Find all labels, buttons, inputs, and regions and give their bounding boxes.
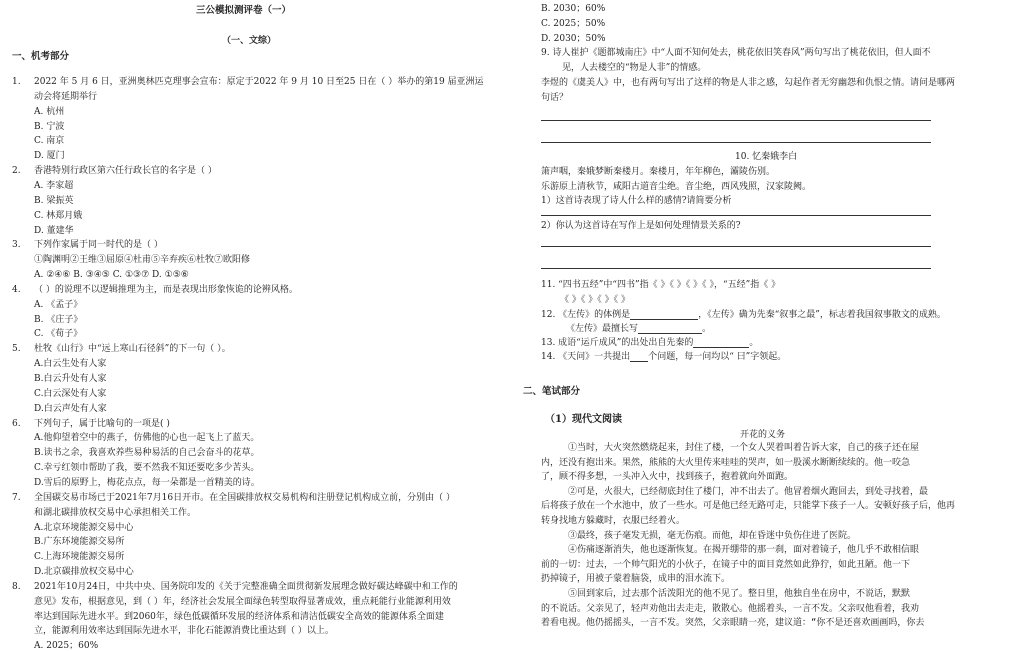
question-line: C. 南京 <box>34 136 65 147</box>
question-line: ①陶渊明②王维③屈原④杜甫⑤辛弃疾⑥杜牧⑦欧阳修 <box>34 255 251 266</box>
question-line: A. ②④⑥ B. ③④⑤ C. ①③⑦ D. ①⑤⑥ <box>34 270 189 281</box>
question-line: A. 《孟子》 <box>34 299 83 310</box>
question-line: C.幸亏红领巾帮助了我，要不然我不知还要吃多少苦头。 <box>34 463 260 474</box>
q11-text-cont: 《 》《 》《 》《 》 <box>560 295 630 305</box>
essay-line: ④伤痛逐渐消失，他也逐渐恢复。在揭开绷带的那一刹，面对着镜子，他几乎不敢相信眼 <box>568 545 920 556</box>
question-text: 2021年10月24日，中共中央、国务院印发的《关于完整准确全面贯彻新发展理念做好碳达峰碳中和工作的 <box>34 581 458 592</box>
section-title: （一、文综） <box>222 36 277 46</box>
part2-heading: 二、笔试部分 <box>523 386 581 397</box>
question-line: C.上海环境能源交易所 <box>34 552 125 563</box>
poem-title: 10. 忆秦娥李白 <box>735 152 798 162</box>
question-line: 意见》发布，根据意见，到（ ）年，经济社会发展全面绿色转型取得显著成效，重点耗能行业能源利用效 <box>34 596 451 607</box>
fill-blank[interactable] <box>630 310 698 320</box>
question-number: 6. <box>12 418 21 429</box>
essay-title: 开花的义务 <box>740 430 786 440</box>
fill-blank[interactable] <box>630 352 648 362</box>
question-line: B. 宁波 <box>34 121 65 132</box>
question-line: A.他仰望着空中的燕子，仿佛他的心也一起飞上了蓝天。 <box>34 433 260 444</box>
question-text: 下列句子，属于比喻句的一项是( ) <box>34 418 170 429</box>
question-line: D. 董建华 <box>34 225 74 236</box>
essay-line: ⑤回到家后，过去那个活泼阳光的他不见了。整日里，他独自坐在房中，不说话，默默 <box>568 589 911 599</box>
question-line: 立，能源利用效率达到国际先进水平，非化石能源消费比重达到（ ）以上。 <box>34 626 334 637</box>
q12b-suffix: 。 <box>702 324 712 334</box>
document-title: 三公模拟测评卷（一） <box>196 5 292 16</box>
q9-text-line3: 李煜的《虞美人》中，也有两句写出了这样的物是人非之感，勾起作者无穷幽怨和仇恨之情。请问是哪两 <box>541 78 956 88</box>
essay-line: ③最终，孩子毫发无损，毫无伤痕。而他，却在昏迷中负伤住进了医院。 <box>568 530 857 541</box>
question-number: 7. <box>12 492 21 503</box>
q13-prefix: 13. 成语“运斤成风”的出处出自先秦的 <box>541 338 694 348</box>
question-line: A.北京环境能源交易中心 <box>34 522 134 533</box>
q12-line1 <box>541 310 946 320</box>
q13-line <box>541 338 758 348</box>
question-line: D.白云声处有人家 <box>34 403 107 414</box>
q10-sub1: 1）这首诗表现了诗人什么样的感情?请简要分析 <box>541 196 732 206</box>
essay-line: 着看电视。他仍摇摇头，一言不发。突然，父亲眼睛一亮，建议道：“你不是还喜欢画画吗，你去 <box>541 618 925 629</box>
question-line: 率达到国际先进水平。到2060年，绿色低碳循环发展的经济体系和清洁低碳安全高效的能源体系全面建 <box>34 611 444 622</box>
question-line: D.北京碳排放权交易中心 <box>34 567 134 578</box>
q11-text: 11. “四书五经”中“四书”指《 》《 》《 》《 》，“五经”指《 》 <box>541 280 781 290</box>
question-line: C. 林郑月娥 <box>34 210 83 221</box>
q8-option-c: C. 2025；50% <box>541 19 606 29</box>
answer-line[interactable] <box>541 246 931 247</box>
question-number: 2. <box>12 166 21 177</box>
part1-heading: 一、机考部分 <box>12 51 70 62</box>
q14-prefix: 14. 《天问》一共提出 <box>541 352 631 362</box>
essay-line: 内，还没有抱出来。果然，熊熊的大火里传来哇哇的哭声，如一股溪水断断续续的。他一咬急 <box>541 457 911 468</box>
question-line: D.雪后的原野上，梅花点点，每一朵都是一首精美的诗。 <box>34 477 260 488</box>
q8-option-d: D. 2030；50% <box>541 34 606 44</box>
answer-line[interactable] <box>541 120 931 121</box>
question-line: B. 梁振英 <box>34 195 74 206</box>
question-text: 香港特别行政区第六任行政长官的名字是（ ） <box>34 166 217 177</box>
question-line: A. 杭州 <box>34 106 65 117</box>
answer-line[interactable] <box>541 215 931 216</box>
essay-line: 扔掉镜子，用被子蒙着脑袋，成串的泪水流下。 <box>541 574 731 585</box>
question-line: A. 2025；60% <box>34 641 99 651</box>
question-line: 和湖北碳排放权交易中心承担相关工作。 <box>34 507 197 518</box>
question-number: 3. <box>12 240 21 251</box>
q9-text-line4: 句话？ <box>541 93 569 103</box>
question-line: A.白云生处有人家 <box>34 359 107 370</box>
question-text: 下列作家属于同一时代的是（ ） <box>34 240 163 251</box>
q12b-prefix: 《左传》最擅长写 <box>566 324 639 334</box>
poem-line2: 乐游原上清秋节，咸阳古道音尘绝。音尘绝，西风残照，汉家陵阙。 <box>541 182 812 192</box>
answer-line[interactable] <box>541 268 931 269</box>
question-line: B.广东环境能源交易所 <box>34 537 125 548</box>
question-number: 1. <box>12 77 21 87</box>
question-line: C.白云深处有人家 <box>34 388 107 399</box>
q12-suffix: ，《左传》确为先秦“叙事之最”，标志着我国叙事散文的成熟。 <box>698 310 946 320</box>
essay-line: 转身找地方躲藏时，衣服已经着火。 <box>541 516 686 526</box>
poem-line1: 箫声咽，秦娥梦断秦楼月。秦楼月，年年柳色，灞陵伤别。 <box>541 167 776 177</box>
essay-line: 了，顾不得多想，一头冲入火中，找到孩子，抱着就向外面跑。 <box>541 472 794 483</box>
essay-line: ②可是，火很大，已经彻底封住了楼门，冲不出去了。他冒着烟火跑回去，到处寻找着，最 <box>568 486 929 497</box>
question-text: （ ）的说理不以逻辑推理为主，而是表现出形象恢诡的论辨风格。 <box>34 284 298 295</box>
q14-suffix: 个问题，每一问均以“ 曰”字领起。 <box>648 352 787 362</box>
reading-subheading: （1）现代文阅读 <box>545 414 622 425</box>
question-line: C. 《荀子》 <box>34 329 83 340</box>
question-line: A. 李家超 <box>34 180 74 191</box>
q12-prefix: 12. 《左传》的体例是 <box>541 310 631 320</box>
question-number: 4. <box>12 284 21 295</box>
essay-line: 前的一切：过去，一个帅气阳光的小伙子，在镜子中的面目竟然如此狰狞，如此丑陋。他一下 <box>541 559 911 570</box>
question-text: 全国碳交易市场已于2021年7月16日开市。在全国碳排放权交易机构和注册登记机构成立前，分别由（ ） <box>34 492 455 503</box>
fill-blank[interactable] <box>693 338 749 348</box>
q8-option-b: B. 2030；60% <box>541 4 606 14</box>
question-number: 8. <box>12 581 21 592</box>
question-line: B.读书之余，我喜欢养些易种易活的自己会奋斗的花草。 <box>34 448 260 459</box>
question-number: 5. <box>12 344 21 355</box>
question-line: B.白云升处有人家 <box>34 374 107 384</box>
q9-text-line2: 见，人去楼空的“物是人非”的情感。 <box>562 63 707 73</box>
q10-sub2: 2）你认为这首诗在写作上是如何处理情景关系的? <box>541 221 741 231</box>
question-text: 2022 年 5 月 6 日，亚洲奥林匹克理事会宣布：原定于2022 年 9 月 10 日至25 日在（ ）举办的第19 届亚洲运 <box>34 77 484 87</box>
question-line: D. 厦门 <box>34 151 65 162</box>
question-line: B. 《庄子》 <box>34 314 83 325</box>
essay-line: ①当时，大火突然燃烧起来，封住了楼，一个女人哭着叫着告诉大家，自己的孩子还在屋 <box>568 443 920 453</box>
q9-text-line1: 9. 诗人崔护《题都城南庄》中“人面不知何处去，桃花依旧笑春风”两句写出了桃花依旧，但人面不 <box>541 48 931 58</box>
fill-blank[interactable] <box>638 324 702 334</box>
essay-line: 的不说话。父亲见了，轻声劝他出去走走，散散心。他摇着头，一言不发。父亲叹他看着，我劝 <box>541 603 920 614</box>
answer-line[interactable] <box>541 142 931 143</box>
q14-line <box>541 352 786 362</box>
q12-line2 <box>566 324 711 334</box>
question-text: 杜牧《山行》中“远上寒山石径斜”的下一句（ ）。 <box>34 344 231 355</box>
essay-line: 后将孩子放在一个水池中，放了一些水。可是他已经无路可走，只能掌下孩子一人。安顿好孩子后，他再 <box>541 501 956 512</box>
question-line: 动会将延期举行 <box>34 91 98 102</box>
q13-suffix: 。 <box>749 338 759 348</box>
